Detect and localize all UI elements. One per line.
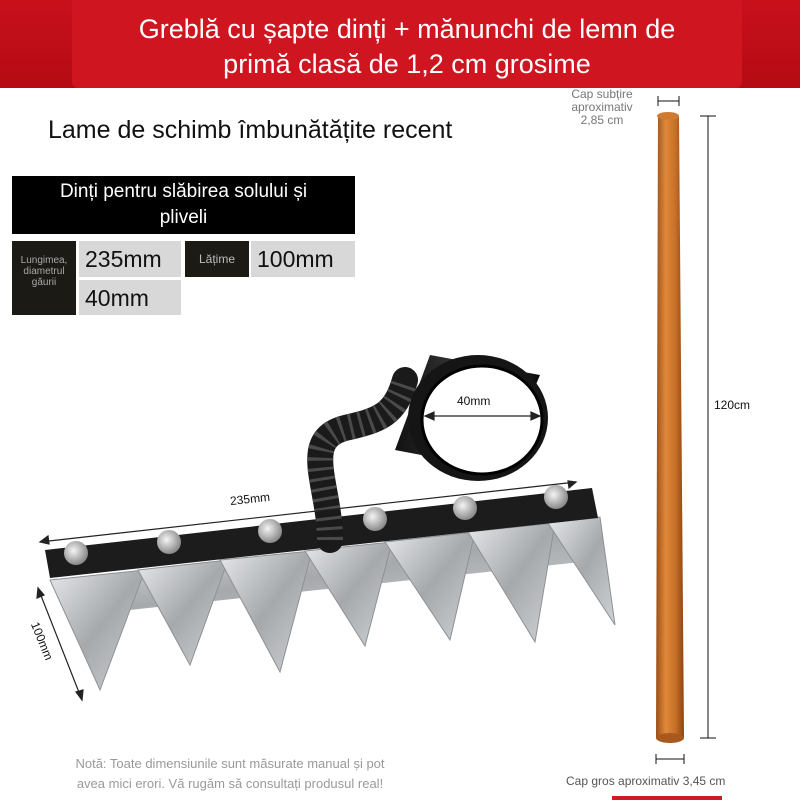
spec-heading-line1: Dinți pentru slăbirea solului și xyxy=(59,181,308,202)
thin-cap-label-line3: 2,85 cm xyxy=(580,113,624,127)
measurement-note-line1: Notă: Toate dimensiunile sunt măsurate manual și pot xyxy=(75,756,385,771)
thin-cap-label xyxy=(552,88,652,127)
rake-illustration xyxy=(0,320,640,710)
rake-socket-opening xyxy=(422,366,542,474)
hole-diameter-label: 40mm xyxy=(457,394,491,408)
handle-length-label: 120cm xyxy=(714,398,751,412)
bottom-accent-strip xyxy=(612,796,722,800)
rake-length-label: 235mm xyxy=(229,489,271,509)
bolt xyxy=(453,496,477,520)
thick-cap-label: Cap gros aproximativ 3,45 cm xyxy=(566,774,726,788)
product-title-line2: primă clasă de 1,2 cm grosime xyxy=(223,49,591,79)
spec-heading xyxy=(12,176,355,234)
spec-length-label: Lungimea, diametrul găurii xyxy=(20,255,68,288)
spec-width-value: 100mm xyxy=(251,241,355,277)
measurement-note xyxy=(20,754,440,794)
subtitle: Lame de schimb îmbunătățite recent xyxy=(48,116,453,144)
thin-cap-label-line1: Cap subțire xyxy=(571,87,633,101)
product-title xyxy=(72,12,742,82)
bolt xyxy=(258,519,282,543)
handle-illustration xyxy=(560,88,800,788)
spec-heading-line2: pliveli xyxy=(159,207,208,228)
bolt xyxy=(64,541,88,565)
product-title-line1: Greblă cu șapte dinți + mănunchi de lemn de xyxy=(138,14,676,44)
measurement-note-line2: avea mici erori. Vă rugăm să consultați produsul real! xyxy=(76,776,384,791)
spec-width-label: Lățime xyxy=(185,241,249,277)
bolt xyxy=(157,530,181,554)
spec-length-value: 235mm xyxy=(79,241,181,277)
thin-cap-label-line2: aproximativ xyxy=(571,100,633,114)
bolt xyxy=(363,507,387,531)
wooden-handle xyxy=(656,116,684,738)
spec-length-label-cell xyxy=(12,241,76,315)
spec-hole-value: 40mm xyxy=(79,280,181,315)
rake-width-label: 100mm xyxy=(28,619,56,663)
